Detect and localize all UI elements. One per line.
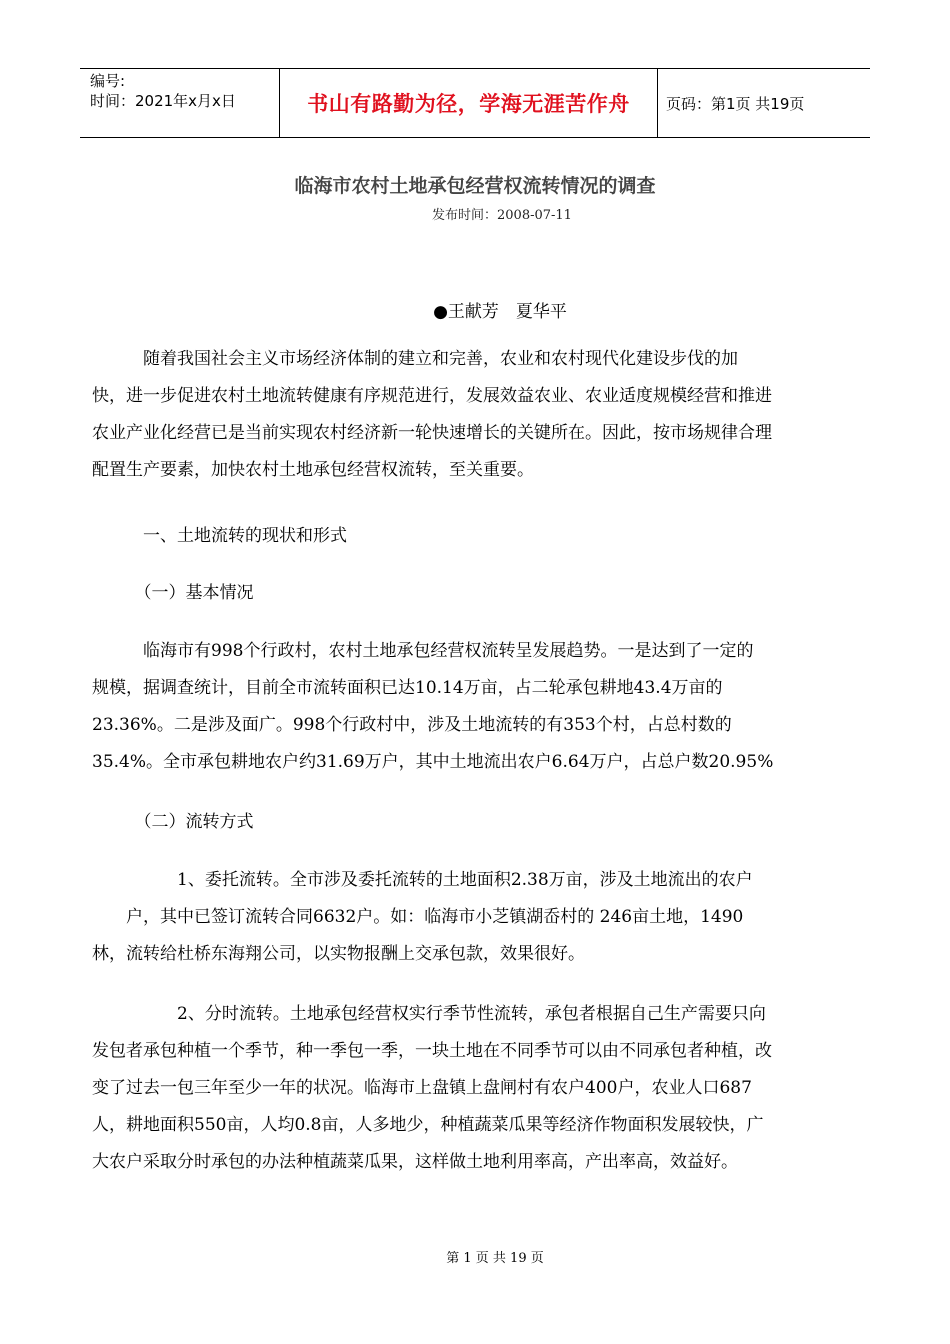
heading-text: （一）基本情况 bbox=[92, 583, 254, 603]
page-header bbox=[80, 68, 870, 138]
heading-text: （二）流转方式 bbox=[92, 812, 254, 832]
doc-title: 临海市农村土地承包经营权流转情况的调查 bbox=[294, 175, 656, 197]
time-label: 时间：2021年x月x日 bbox=[90, 92, 236, 110]
method1-paragraph bbox=[92, 862, 862, 973]
author-line: ●王献芳 夏华平 bbox=[433, 302, 567, 322]
text-line: 户，其中已签订流转合同6632户。如：临海市小芝镇湖岙村的 246亩土地，1490 bbox=[92, 907, 744, 927]
text-line: 23.36%。二是涉及面广。998个行政村中，涉及土地流转的有353个村，占总村数的 bbox=[92, 715, 732, 735]
text-line: 35.4%。全市承包耕地农户约31.69万户，其中土地流出农户6.64万户，占总户数20.95% bbox=[92, 752, 774, 772]
page-footer: 第 1 页 共 19 页 bbox=[446, 1251, 544, 1266]
method2-paragraph bbox=[92, 996, 862, 1181]
text-line: 随着我国社会主义市场经济体制的建立和完善，农业和农村现代化建设步伐的加 bbox=[92, 349, 738, 369]
text-line: 大农户采取分时承包的办法种植蔬菜瓜果，这样做土地利用率高，产出率高，效益好。 bbox=[92, 1152, 738, 1172]
section-heading-1-1 bbox=[92, 575, 862, 612]
basic-paragraph bbox=[92, 633, 862, 781]
header-motto-cell bbox=[280, 69, 658, 137]
pub-time: 发布时间：2008-07-11 bbox=[432, 208, 572, 223]
text-line: 2、分时流转。土地承包经营权实行季节性流转，承包者根据自己生产需要只向 bbox=[92, 1004, 766, 1024]
text-line: 1、委托流转。全市涉及委托流转的土地面积2.38万亩，涉及土地流出的农户 bbox=[92, 870, 753, 890]
text-line: 林，流转给杜桥东海翔公司，以实物报酬上交承包款，效果很好。 bbox=[92, 944, 585, 964]
header-meta bbox=[80, 69, 280, 137]
code-label: 编号: bbox=[90, 72, 126, 90]
section-heading-1 bbox=[92, 518, 862, 555]
text-line: 人，耕地面积550亩，人均0.8亩，人多地少，种植蔬菜瓜果等经济作物面积发展较快，广 bbox=[92, 1115, 764, 1135]
text-line: 变了过去一包三年至少一年的状况。临海市上盘镇上盘闸村有农户400户，农业人口687 bbox=[92, 1078, 752, 1098]
text-line: 规模，据调查统计，目前全市流转面积已达10.14万亩，占二轮承包耕地43.4万亩的 bbox=[92, 678, 723, 698]
intro-paragraph bbox=[92, 341, 862, 489]
text-line: 农业产业化经营已是当前实现农村经济新一轮快速增长的关键所在。因此，按市场规律合理 bbox=[92, 423, 772, 443]
section-heading-1-2 bbox=[92, 804, 862, 841]
heading-text: 一、土地流转的现状和形式 bbox=[92, 526, 347, 546]
text-line: 发包者承包种植一个季节，种一季包一季，一块土地在不同季节可以由不同承包者种植，改 bbox=[92, 1041, 772, 1061]
motto-text: 书山有路勤为径，学海无涯苦作舟 bbox=[307, 92, 630, 116]
text-line: 配置生产要素，加快农村土地承包经营权流转，至关重要。 bbox=[92, 460, 534, 480]
text-line: 快，进一步促进农村土地流转健康有序规范进行，发展效益农业、农业适度规模经营和推进 bbox=[92, 386, 772, 406]
text-line: 临海市有998个行政村，农村土地承包经营权流转呈发展趋势。一是达到了一定的 bbox=[92, 641, 754, 661]
header-page-info: 页码：第1页 共19页 bbox=[666, 94, 805, 113]
